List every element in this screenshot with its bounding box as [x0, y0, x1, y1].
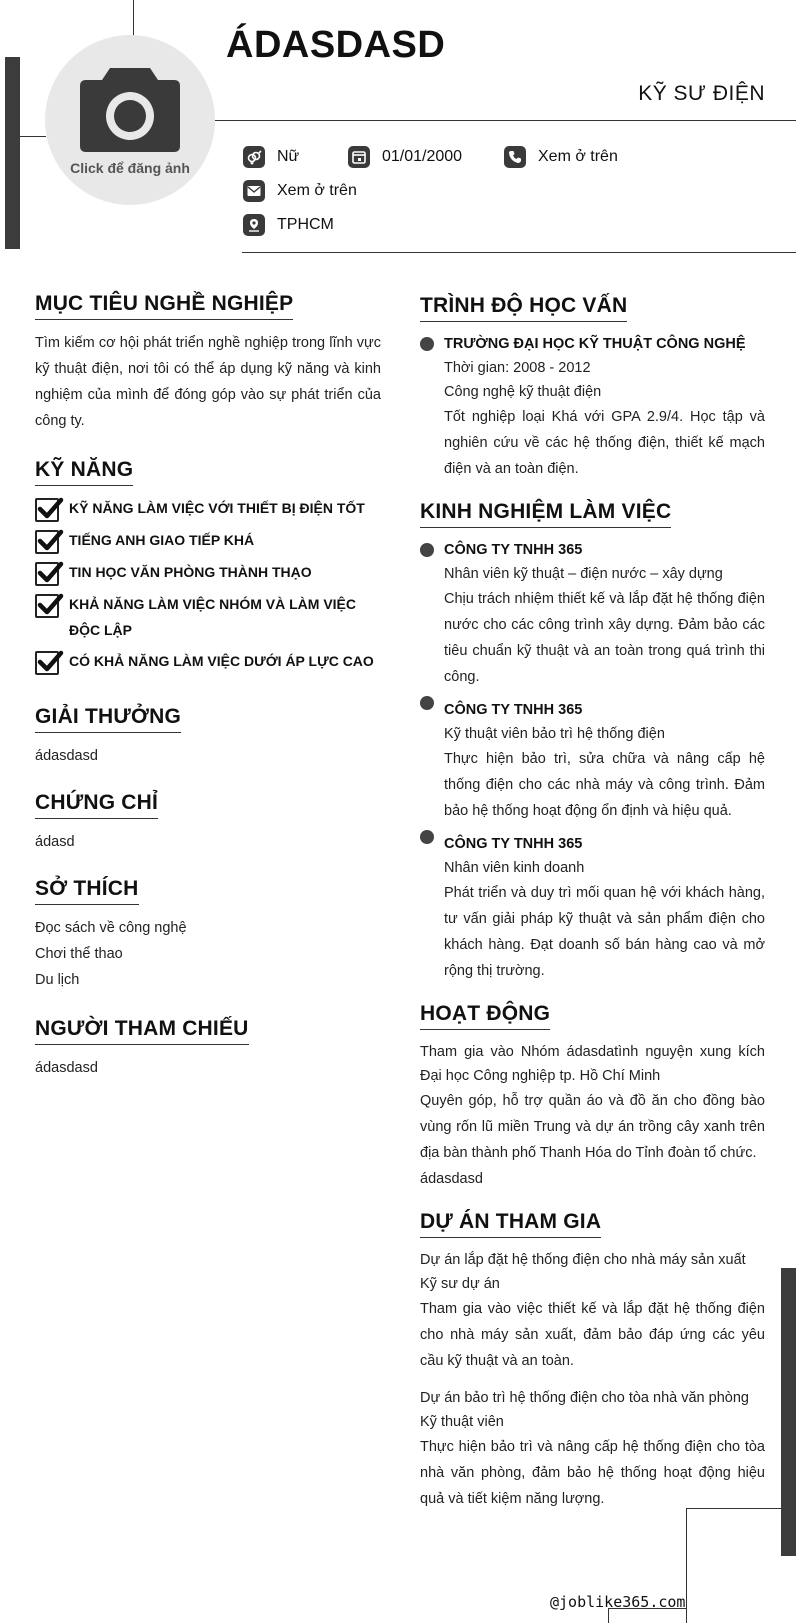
phone-value: Xem ở trên: [538, 148, 618, 165]
skill-item: [35, 500, 381, 522]
experience-entry: [420, 832, 765, 984]
checkbox-checked-icon: [35, 594, 59, 618]
experience-description: Thực hiện bảo trì, sửa chữa và nâng cấp hệ thống điện cho các nhà máy và công trình. Đảm bảo hệ thống hoạt động ổn định và hiệu quả.: [444, 751, 765, 819]
certificates-title: CHỨNG CHỈ: [35, 791, 158, 819]
birthday-value: 01/01/2000: [382, 148, 463, 165]
avatar-upload[interactable]: [45, 35, 215, 205]
gender-value: Nữ: [277, 148, 300, 165]
watermark: @joblike365.com: [550, 1593, 686, 1611]
school-name: TRƯỜNG ĐẠI HỌC KỸ THUẬT CÔNG NGHỆ: [444, 336, 746, 352]
position: Nhân viên kinh doanh: [444, 860, 585, 876]
skill-text: TIN HỌC VĂN PHÒNG THÀNH THẠO: [69, 564, 312, 580]
skill-text: KỸ NĂNG LÀM VIỆC VỚI THIẾT BỊ ĐIỆN TỐT: [69, 500, 365, 516]
activities-section: [420, 1002, 765, 1192]
project-role: Kỹ thuật viên: [420, 1414, 504, 1430]
experience-section: [420, 500, 765, 984]
awards-text: ádasdasd: [35, 748, 98, 764]
project-description: Thực hiện bảo trì và nâng cấp hệ thống điện cho tòa nhà văn phòng, đảm bảo hệ thống hoạt động hiệu quả và tiết kiệm năng lượng.: [420, 1439, 765, 1507]
address-value: TPHCM: [277, 216, 334, 233]
left-column: [35, 292, 381, 1081]
corner-line-v: [686, 1508, 687, 1623]
skill-item: [35, 653, 381, 675]
left-horizontal-line: [20, 136, 46, 137]
info-address: [243, 214, 334, 236]
right-accent-bar: [781, 1268, 796, 1556]
company-name: CÔNG TY TNHH 365: [444, 542, 583, 558]
info-birthday: [348, 146, 462, 168]
checkbox-checked-icon: [35, 498, 59, 522]
bullet-dot: [420, 337, 434, 351]
projects-section: [420, 1210, 765, 1512]
skill-text: CÓ KHẢ NĂNG LÀM VIỆC DƯỚI ÁP LỰC CAO: [69, 653, 374, 669]
location-icon: [243, 214, 265, 236]
candidate-name: ÁDASDASD: [226, 24, 446, 66]
info-gender: [243, 146, 299, 168]
activity-line: Tham gia vào Nhóm ádasdatình nguyện xung kích Đại học Công nghiệp tp. Hồ Chí Minh: [420, 1044, 765, 1084]
info-divider: [242, 252, 796, 253]
objective-section: [35, 292, 381, 434]
left-accent-bar: [5, 57, 20, 249]
education-description: Tốt nghiệp loại Khá với GPA 2.9/4. Học tập và nghiên cứu về các hệ thống điện, thiết kế mạch điện và an toàn điện.: [444, 409, 765, 477]
references-section: [35, 1017, 381, 1081]
education-entry: [420, 332, 765, 482]
avatar-label: Click để đăng ảnh: [70, 160, 190, 176]
skill-text: KHẢ NĂNG LÀM VIỆC NHÓM VÀ LÀM VIỆC ĐỘC LẬP: [69, 596, 356, 638]
experience-description: Chịu trách nhiệm thiết kế và lắp đặt hệ thống điện nước cho các công trình xây dựng. Đảm bảo các tiêu chuẩn kỹ thuật và an toàn trong quá trình thi công.: [444, 591, 765, 685]
company-name: CÔNG TY TNHH 365: [444, 702, 583, 718]
job-title: KỸ SƯ ĐIỆN: [638, 82, 765, 105]
info-phone: [504, 146, 618, 168]
project-entry: [420, 1386, 765, 1512]
header-divider: [215, 120, 796, 121]
activities-title: HOẠT ĐỘNG: [420, 1002, 550, 1030]
experience-entry: [420, 538, 765, 690]
project-role: Kỹ sư dự án: [420, 1276, 500, 1292]
skills-section: [35, 458, 381, 675]
hobby-item: Du lịch: [35, 972, 80, 988]
top-vertical-line: [133, 0, 134, 36]
bullet-dot: [420, 543, 434, 557]
education-section: [420, 294, 765, 482]
project-name: Dự án lắp đặt hệ thống điện cho nhà máy sản xuất: [420, 1252, 746, 1268]
activity-line: ádasdasd: [420, 1171, 483, 1187]
project-entry: [420, 1248, 765, 1374]
certificates-text: ádasd: [35, 834, 75, 850]
hobbies-title: SỞ THÍCH: [35, 877, 139, 905]
camera-icon: [78, 64, 182, 154]
objective-text: Tìm kiếm cơ hội phát triển nghề nghiệp trong lĩnh vực kỹ thuật điện, nơi tôi có thể áp dụng kỹ năng và kinh nghiệm của mình để đóng góp vào sự phát triển của công ty.: [35, 335, 381, 429]
activity-line: Quyên góp, hỗ trợ quần áo và đồ ăn cho đồng bào vùng rốn lũ miền Trung và dự án trồng cây xanh trên địa bàn thành phố Thanh Hóa do Tỉnh đoàn tổ chức.: [420, 1093, 765, 1161]
education-major: Công nghệ kỹ thuật điện: [444, 384, 602, 400]
references-text: ádasdasd: [35, 1060, 98, 1076]
gender-icon: [243, 146, 265, 168]
info-email: [243, 180, 357, 202]
project-description: Tham gia vào việc thiết kế và lắp đặt hệ thống điện cho nhà máy sản xuất, đảm bảo đáp ứng các yêu cầu kỹ thuật và an toàn.: [420, 1301, 765, 1369]
skill-item: [35, 596, 381, 643]
projects-title: DỰ ÁN THAM GIA: [420, 1210, 601, 1238]
education-time: Thời gian: 2008 - 2012: [444, 360, 591, 376]
skill-item: [35, 532, 381, 554]
experience-description: Phát triển và duy trì mối quan hệ với khách hàng, tư vấn giải pháp kỹ thuật và sản phẩm điện cho khách hàng. Đạt doanh số bán hàng cao và mở rộng thị trường.: [444, 885, 765, 979]
skill-text: TIẾNG ANH GIAO TIẾP KHÁ: [69, 532, 255, 548]
position: Nhân viên kỹ thuật – điện nước – xây dựng: [444, 566, 723, 582]
right-column: [420, 294, 765, 1512]
certificates-section: [35, 791, 381, 855]
hobbies-section: [35, 877, 381, 993]
hobby-item: Chơi thể thao: [35, 946, 123, 962]
checkbox-checked-icon: [35, 651, 59, 675]
bullet-dot: [420, 830, 434, 844]
experience-entry: [420, 698, 765, 824]
checkbox-checked-icon: [35, 562, 59, 586]
checkbox-checked-icon: [35, 530, 59, 554]
hobby-item: Đọc sách về công nghệ: [35, 920, 187, 936]
calendar-icon: [348, 146, 370, 168]
phone-icon: [504, 146, 526, 168]
experience-title: KINH NGHIỆM LÀM VIỆC: [420, 500, 671, 528]
position: Kỹ thuật viên bảo trì hệ thống điện: [444, 726, 665, 742]
skills-title: KỸ NĂNG: [35, 458, 133, 486]
email-value: Xem ở trên: [277, 182, 357, 199]
awards-section: [35, 705, 381, 769]
email-icon: [243, 180, 265, 202]
references-title: NGƯỜI THAM CHIẾU: [35, 1017, 249, 1045]
awards-title: GIẢI THƯỞNG: [35, 705, 181, 733]
company-name: CÔNG TY TNHH 365: [444, 836, 583, 852]
bullet-dot: [420, 696, 434, 710]
project-name: Dự án bảo trì hệ thống điện cho tòa nhà văn phòng: [420, 1390, 749, 1406]
objective-title: MỤC TIÊU NGHỀ NGHIỆP: [35, 292, 293, 320]
skill-item: [35, 564, 381, 586]
education-title: TRÌNH ĐỘ HỌC VẤN: [420, 294, 627, 322]
